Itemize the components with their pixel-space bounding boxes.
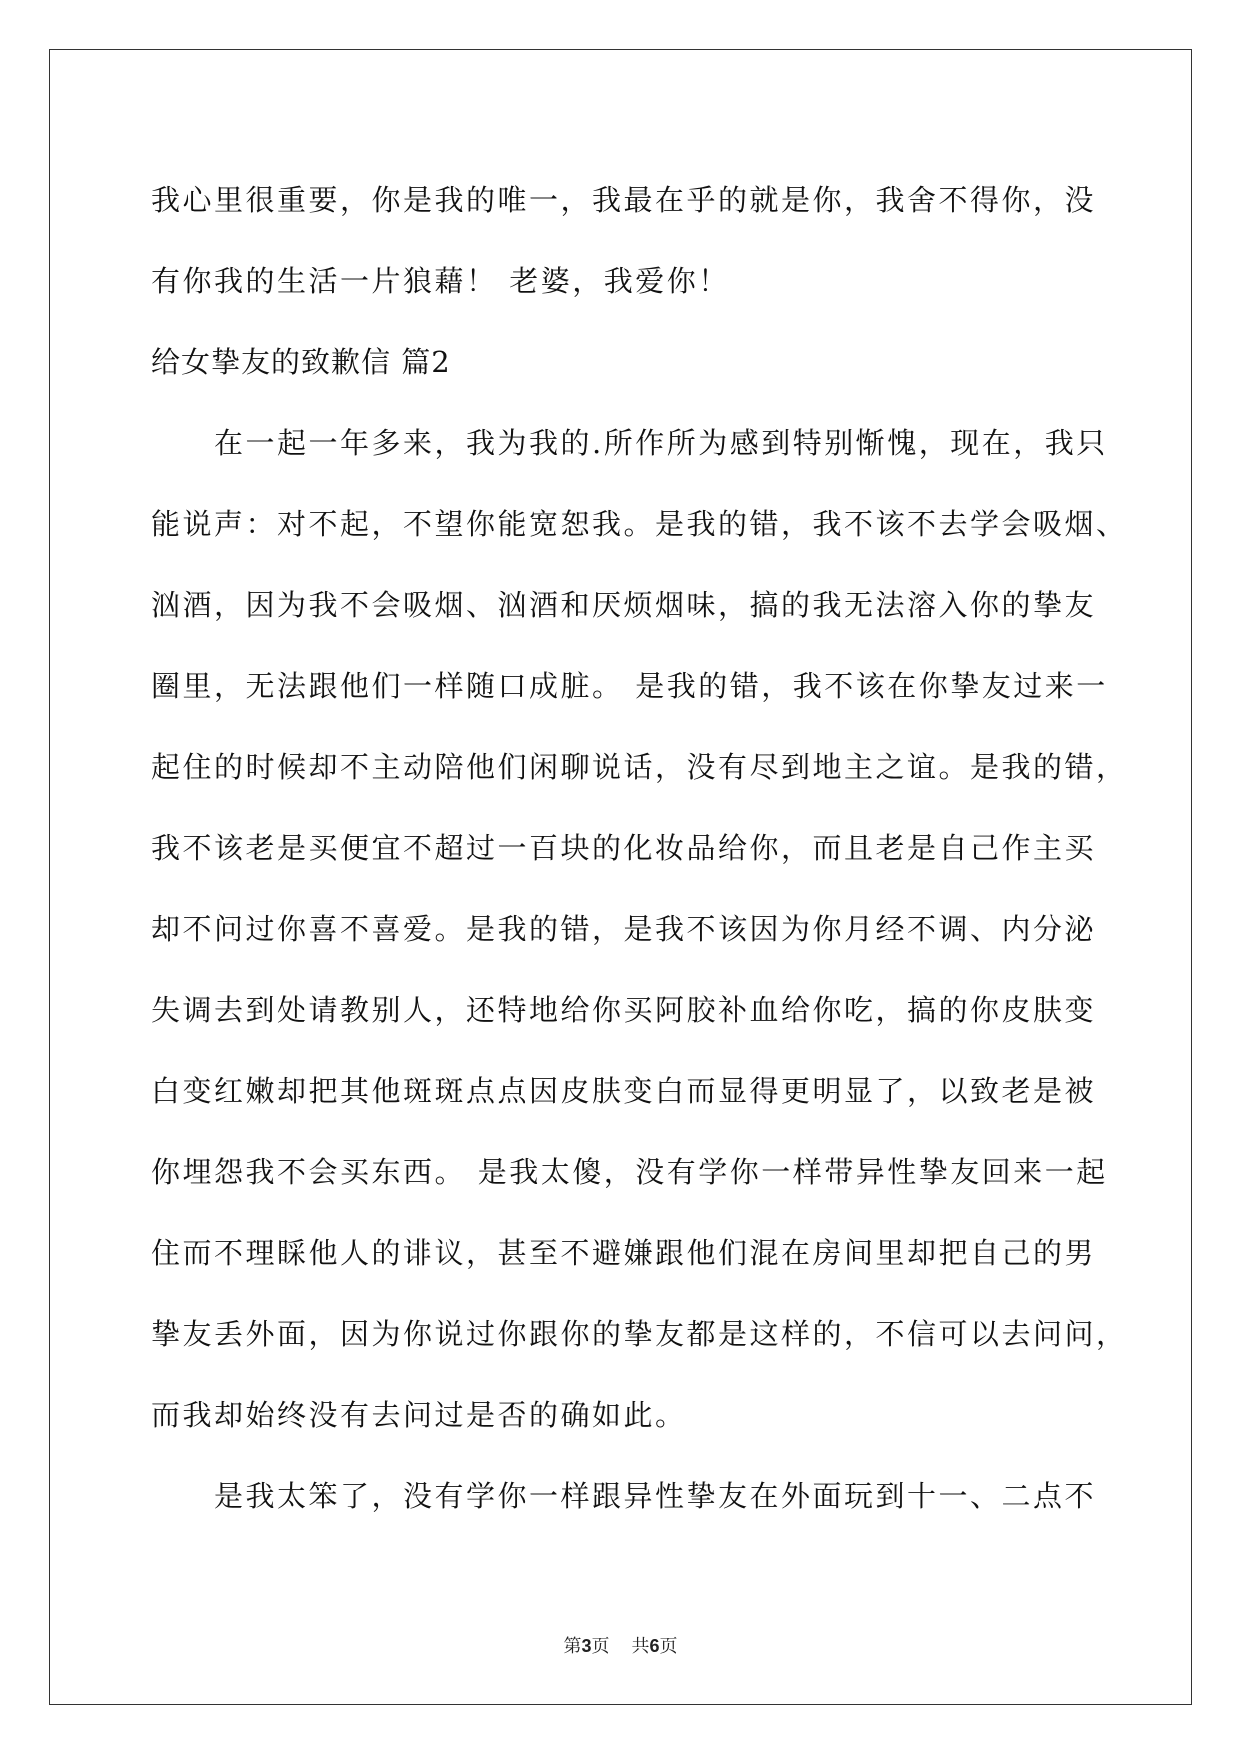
- text-line: 是我太笨了，没有学你一样跟异性挚友在外面玩到十一、二点不: [214, 1479, 1097, 1513]
- text-line: 有你我的生活一片狼藉！ 老婆，我爱你！: [151, 264, 730, 298]
- text-line: 白变红嫩却把其他斑斑点点因皮肤变白而显得更明显了，以致老是被: [151, 1074, 1097, 1108]
- page-footer: [0, 1632, 1241, 1658]
- total-pages: 6: [649, 1636, 660, 1656]
- text-line: 我心里很重要，你是我的唯一，我最在乎的就是你，我舍不得你，没: [151, 183, 1097, 217]
- total-unit: 页: [659, 1636, 678, 1657]
- text-line: 挚友丢外面，因为你说过你跟你的挚友都是这样的，不信可以去问问，: [151, 1317, 1128, 1351]
- text-line: 却不问过你喜不喜爱。是我的错，是我不该因为你月经不调、内分泌: [151, 912, 1097, 946]
- text-line: 起住的时候却不主动陪他们闲聊说话，没有尽到地主之谊。是我的错，: [151, 750, 1128, 784]
- text-line: 我不该老是买便宜不超过一百块的化妆品给你，而且老是自己作主买: [151, 831, 1097, 865]
- text-line: 能说声：对不起，不望你能宽恕我。是我的错，我不该不去学会吸烟、: [151, 507, 1128, 541]
- text-line: 圈里，无法跟他们一样随口成脏。 是我的错，我不该在你挚友过来一: [151, 669, 1108, 703]
- text-line: 汹酒，因为我不会吸烟、汹酒和厌烦烟味，搞的我无法溶入你的挚友: [151, 588, 1097, 622]
- page-unit: 页: [591, 1636, 610, 1657]
- total-prefix: 共: [631, 1636, 650, 1657]
- text-line: 而我却始终没有去问过是否的确如此。: [151, 1398, 687, 1432]
- page-number: 3: [581, 1636, 592, 1656]
- text-line: 失调去到处请教别人，还特地给你买阿胶补血给你吃，搞的你皮肤变: [151, 993, 1097, 1027]
- page-prefix: 第: [563, 1636, 582, 1657]
- text-line: 你埋怨我不会买东西。 是我太傻，没有学你一样带异性挚友回来一起: [151, 1155, 1108, 1189]
- text-line: 住而不理睬他人的诽议，甚至不避嫌跟他们混在房间里却把自己的男: [151, 1236, 1097, 1270]
- text-line: 在一起一年多来，我为我的.所作所为感到特别惭愧，现在，我只: [214, 426, 1108, 460]
- section-heading: 给女挚友的致歉信 篇2: [151, 345, 451, 379]
- document-body: [151, 160, 1128, 1537]
